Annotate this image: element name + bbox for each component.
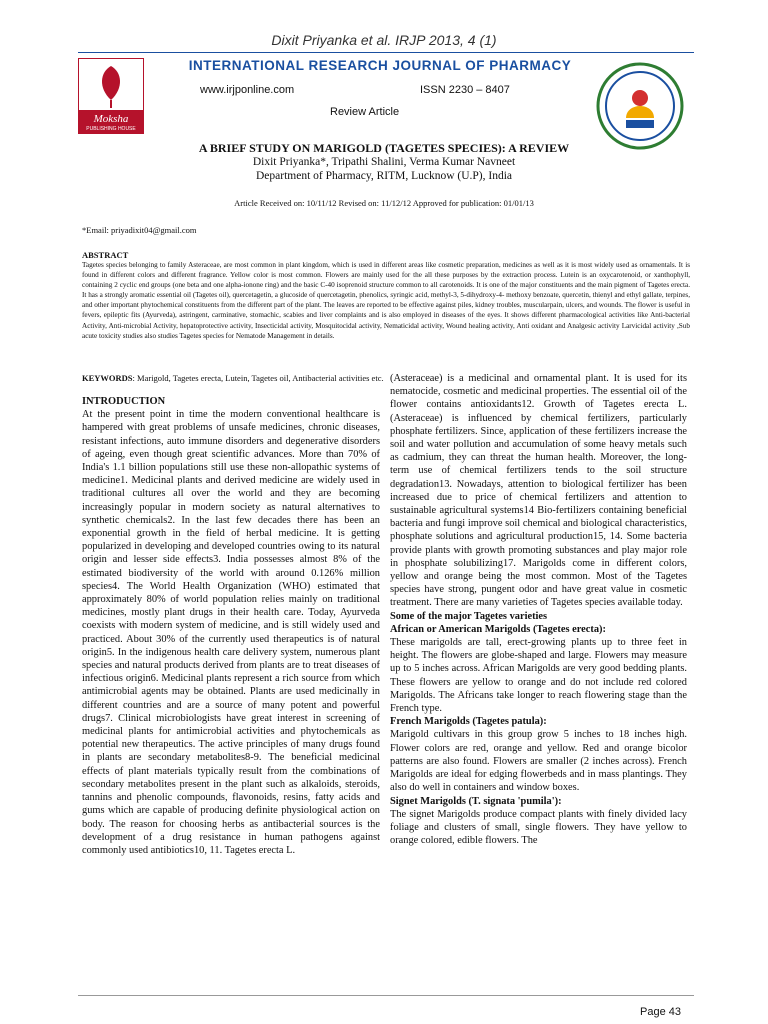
intro-continued-text: (Asteraceae) is a medicinal and ornamental plant. It is used for its nematocide, cosmetic and medicinal properties. The essential oil of the flower contains antioxidants12. Growth of Tagetes erecta L. (Asteraceae) is influenced by chemical fertilizers, particularly phosphate fertilizers. Since, application of these fertilizers increase the soil and water pollution and accumulation of some heavy metals such as cadmium, they can threat the human health. Moreover, the long-term use of chemical fertilizers tends to the soil structure degradation13. Nowadays, attention to biological fertilizer has been increased due to price of chemical fertilizers and attention to sustainable agricultural systems14 Bio-fertilizers containing beneficial bacteria and fungi improve soil chemical and biological characteristics, phosphate solutions and agricultural production15, 14. Some bacteria provide plants with growth promoting substances and play major role in phosphate solubilizing17. Marigolds come in different colors, yellow and orange being the most common. Most of the Tagetes species have strong, pungent odor and have great value in cosmetic treatment. There are many varieties of Tagetes species available today. [390,373,687,609]
footer-rule [78,995,694,996]
author-email: *Email: priyadixit04@gmail.com [82,225,197,235]
signet-marigold-text: The signet Marigolds produce compact plants with finely divided lacy foliage and clusters of small, single flowers. They have yellow to orange colored, edible flowers. The [390,808,687,847]
journal-website: www.irjponline.com [200,84,295,96]
logo-subtext: PUBLISHING HOUSE [86,126,136,132]
moksha-logo [78,58,144,134]
journal-title: INTERNATIONAL RESEARCH JOURNAL OF PHARMACY [188,58,572,73]
irjp-seal-logo [596,62,684,150]
introduction-text: At the present point in time the modern conventional healthcare is hampered with great problems of unsafe medicines, chronic diseases, resistant infections, auto immune disorders and degenerative disorders of ageing, even though great scientific advances. More than 70% of India's 1.1 billion populations still use these non-allopathic systems of medicine1. Medicinal plants and derived medicine are widely used in traditional cultures all over the world and they are becoming increasingly popular in modern society as natural alternatives to synthetic chemicals2. In the last few decades there has been an exponential growth in the field of herbal medicine. It is getting popularized in developing and developed countries owing to its natural origin and lesser side effects3. India possesses almost 8% of the estimated biodiversity of the world with around 0.126% million species4. The World Health Organization (WHO) estimated that approximately 80% of world population relies mainly on traditional medicines, mostly plant drugs in their health care. Today, Ayurveda coexists with modern system of medicine, and is still widely used and practiced. About 30% of the currently used therapeutics is of natural origin5. In the indigenous health care delivery system, numerous plant species and natural products derived from plants are to treat diseases of infectious origin6. Medicinal plants represent a rich source from which antimicrobial agents may be obtained. Plants are used medicinally in different countries and are a source of many potent and powerful drugs7. Clinical microbiologists have great interest in screening of medicinal plants for antimicrobial activities and phytochemicals as potential new therapeutics. The active principles of many drugs found in plants are secondary metabolites8-9. The beneficial medicinal effects of plant materials typically result from the combinations of secondary metabolites present in the plant such as alkaloids, steroids, tannins and phenolic compounds, flavonoids, resins, fatty acids and gums which are capable of producing definite physiological action on body. The reason for choosing herbs as antibacterial sources is the development of a drug resistance in human pathogens against commonly used antibiotics10, 11. Tagetes erecta L. [82,409,380,856]
signet-marigold-heading: Signet Marigolds (T. signata 'pumila'): [390,795,562,807]
article-dates: Article Received on: 10/11/12 Revised on: 11/12/12 Approved for publication: 01/01/13 [234,198,534,208]
article-type: Review Article [330,106,400,118]
introduction-heading: INTRODUCTION [82,396,166,407]
varieties-heading: Some of the major Tagetes varieties [390,610,548,622]
logo-text: Moksha [93,113,129,125]
running-head: Dixit Priyanka et al. IRJP 2013, 4 (1) [271,32,497,48]
header-rule [78,52,694,53]
abstract-text: Tagetes species belonging to family Asteraceae, are most common in plant kingdom, which is used in different areas like cosmetic preparation, medicines as well as it is most widely used as ornamentals. It is found in different colors and different fragrance. Yellow color is most common. Flowers are mainly used for the all these purposes by the extraction process. Lutein is an oxycarotenoid, or xanthophyll, containing 2 cyclic end groups (one beta and one alpha-ionone ring) and the basic C-40 isoprenoid structure common to all carotenoids. It is one of the major constituents and the main pigment of Tagetes erecta. It has a strongly aromatic essential oil (Tagetes oil), quercetagetin, a glucoside of quercetagetin, phenolics, syringic acid, methyl-3, 5-dihydroxy-4- methoxy benzoate, quercetin, thienyl and ethyl gallate, terpines, and other important phytochemical constituents from the different part of the plant. The leaves are reported to be effective against piles, kidney troubles, muscularpain, ulcers, and wounds. The flower is useful in fevers, epileptic fits (Ayurveda), astringent, carminative, stomachic, scabies and liver complaints and is also employed in diseases of the eyes. It shows different pharmacological activities like Anti-bacterial Activity, Anti-microbial Activity, hepatoprotective activity, Insecticidal activity, Mosquitocidal activity, Nematicidal activity, Wound healing activity, Anti oxidant and Analgesic activity Larvicidal activity ,Sub acute toxicity studies also studies Tagetes species for Nematode Management in details. [82,261,690,340]
french-marigold-text: Marigold cultivars in this group grow 5 inches to 18 inches high. Flower colors are red, orange and yellow. Red and orange bicolor patterns are also found. Flowers are smaller (2 inches across). French Marigolds are ideal for edging flowerbeds and in mass plantings. They also do well in containers and window boxes. [390,729,687,794]
african-marigold-text: These marigolds are tall, erect-growing plants up to three feet in height. The flowers are globe-shaped and large. Flowers may measure up to 5 inches across. African Marigolds are very good bedding plants. These flowers are yellow to orange and do not include red colored Marigolds. The Africans take longer to reach flowering stage than the French type. [390,637,687,715]
body-column-left [82,395,380,857]
body-column-right [390,372,687,847]
page-number: Page 43 [640,1006,681,1018]
french-marigold-heading: French Marigolds (Tagetes patula): [390,716,547,728]
african-marigold-heading: African or American Marigolds (Tagetes erecta): [390,623,606,635]
article-title: A BRIEF STUDY ON MARIGOLD (TAGETES SPECIES): A REVIEW [198,141,570,155]
keywords-label: KEYWORDS [82,373,133,383]
keywords-text: : Marigold, Tagetes erecta, Lutein, Tagetes oil, Antibacterial activities etc. [132,373,384,383]
article-department: Department of Pharmacy, RITM, Lucknow (U.P), India [255,170,513,182]
abstract-heading: ABSTRACT [82,250,129,260]
article-authors: Dixit Priyanka*, Tripathi Shalini, Verma Kumar Navneet [252,156,516,168]
journal-issn: ISSN 2230 – 8407 [420,84,510,96]
